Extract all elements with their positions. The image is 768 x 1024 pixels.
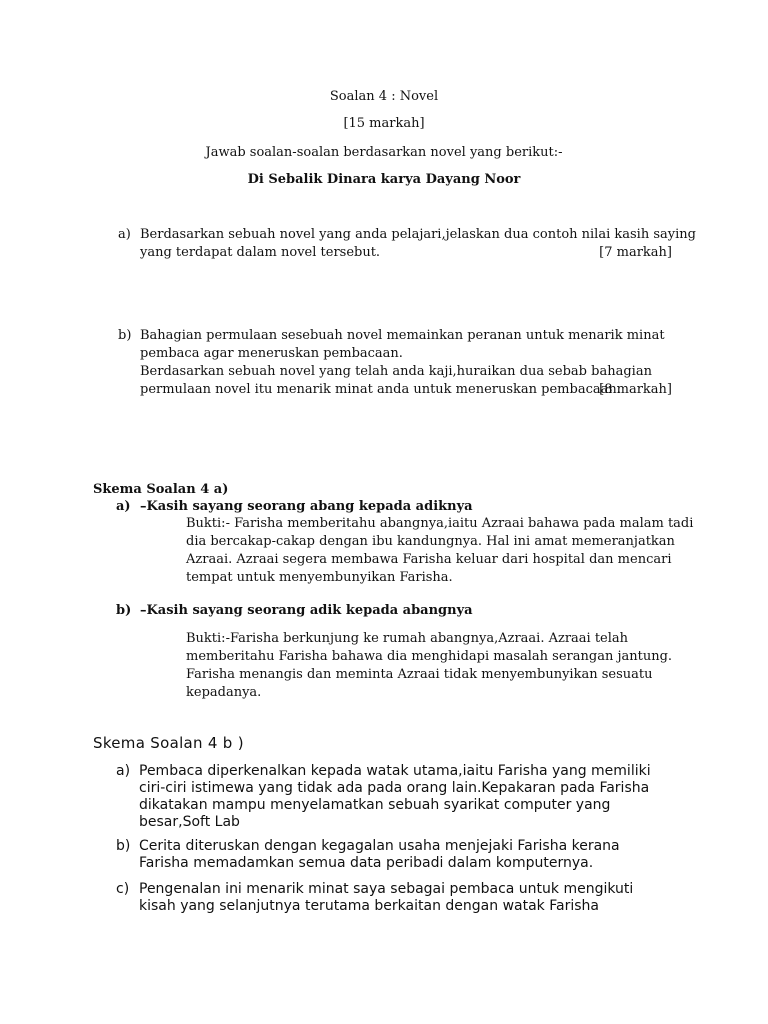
question-marks: [15 markah] [343,116,425,131]
question-line: permulaan novel itu menarik minat anda untuk meneruskan pembacaan. [140,382,621,397]
scheme-a-item-title: –Kasih sayang seorang abang kepada adiknya [140,499,473,514]
novel-title: Di Sebalik Dinara karya Dayang Noor [247,172,521,187]
question-line: pembaca agar meneruskan pembacaan. [140,346,403,361]
evidence-line: Azraai. Azraai segera membawa Farisha keluar dari hospital dan mencari [186,552,672,567]
scheme-line: kisah yang selanjutnya terutama berkaitan dengan watak Farisha [139,898,599,914]
question-item-marks: [8 markah] [599,382,672,397]
question-item-marks: [7 markah] [599,245,672,260]
scheme-a-evidence [186,630,686,702]
evidence-line: kepadanya. [186,685,262,700]
question-line: Bahagian permulaan sesebuah novel memainkan peranan untuk menarik minat [140,328,665,343]
evidence-line: Bukti:- Farisha memberitahu abangnya,iaitu Azraai bahawa pada malam tadi [186,516,694,531]
evidence-line: Bukti:-Farisha berkunjung ke rumah abangnya,Azraai. Azraai telah [186,631,629,646]
scheme-line: Pembaca diperkenalkan kepada watak utama,iaitu Farisha yang memiliki [139,763,651,779]
evidence-line: dia bercakap-cakap dengan ibu kandungnya. Hal ini amat memeranjatkan [186,534,675,549]
scheme-b-item-letter: c) [116,881,130,897]
scheme-b-item-letter: b) [116,838,131,854]
scheme-b-item-letter: a) [116,763,131,779]
evidence-line: Farisha menangis dan meminta Azraai tidak menyembunyikan sesuatu [186,667,653,682]
question-line: yang terdapat dalam novel tersebut. [140,245,381,260]
scheme-a-item-letter: b) [116,603,132,618]
scheme-line: Farisha memadamkan semua data peribadi dalam komputernya. [139,855,594,871]
question-item-letter: b) [118,328,132,343]
scheme-b-item-c [139,881,699,915]
scheme-line: ciri-ciri istimewa yang tidak ada pada orang lain.Kepakaran pada Farisha [139,780,650,796]
evidence-line: tempat untuk menyembunyikan Farisha. [186,570,453,585]
question-instruction: Jawab soalan-soalan berdasarkan novel yang berikut:- [205,145,563,160]
question-line: Berdasarkan sebuah novel yang telah anda kaji,huraikan dua sebab bahagian [140,364,652,379]
scheme-b-item-b [139,838,699,872]
evidence-line: memberitahu Farisha bahawa dia menghidapi masalah serangan jantung. [186,649,673,664]
scheme-a-item-letter: a) [116,499,131,514]
question-title: Soalan 4 : Novel [329,89,439,104]
scheme-line: Pengenalan ini menarik minat saya sebagai pembaca untuk mengikuti [139,881,634,897]
scheme-line: besar,Soft Lab [139,814,240,830]
scheme-line: Cerita diteruskan dengan kegagalan usaha menjejaki Farisha kerana [139,838,620,854]
scheme-b-item-a [139,763,699,831]
scheme-a-item-title: –Kasih sayang seorang adik kepada abangnya [140,603,473,618]
scheme-b-heading: Skema Soalan 4 b ) [93,734,244,752]
scheme-line: dikatakan mampu menyelamatkan sebuah syarikat computer yang [139,797,611,813]
scheme-a-evidence [186,515,694,587]
question-line: Berdasarkan sebuah novel yang anda pelajari,jelaskan dua contoh nilai kasih saying [140,227,696,242]
question-item-letter: a) [118,227,131,242]
scheme-a-heading: Skema Soalan 4 a) [93,482,229,497]
